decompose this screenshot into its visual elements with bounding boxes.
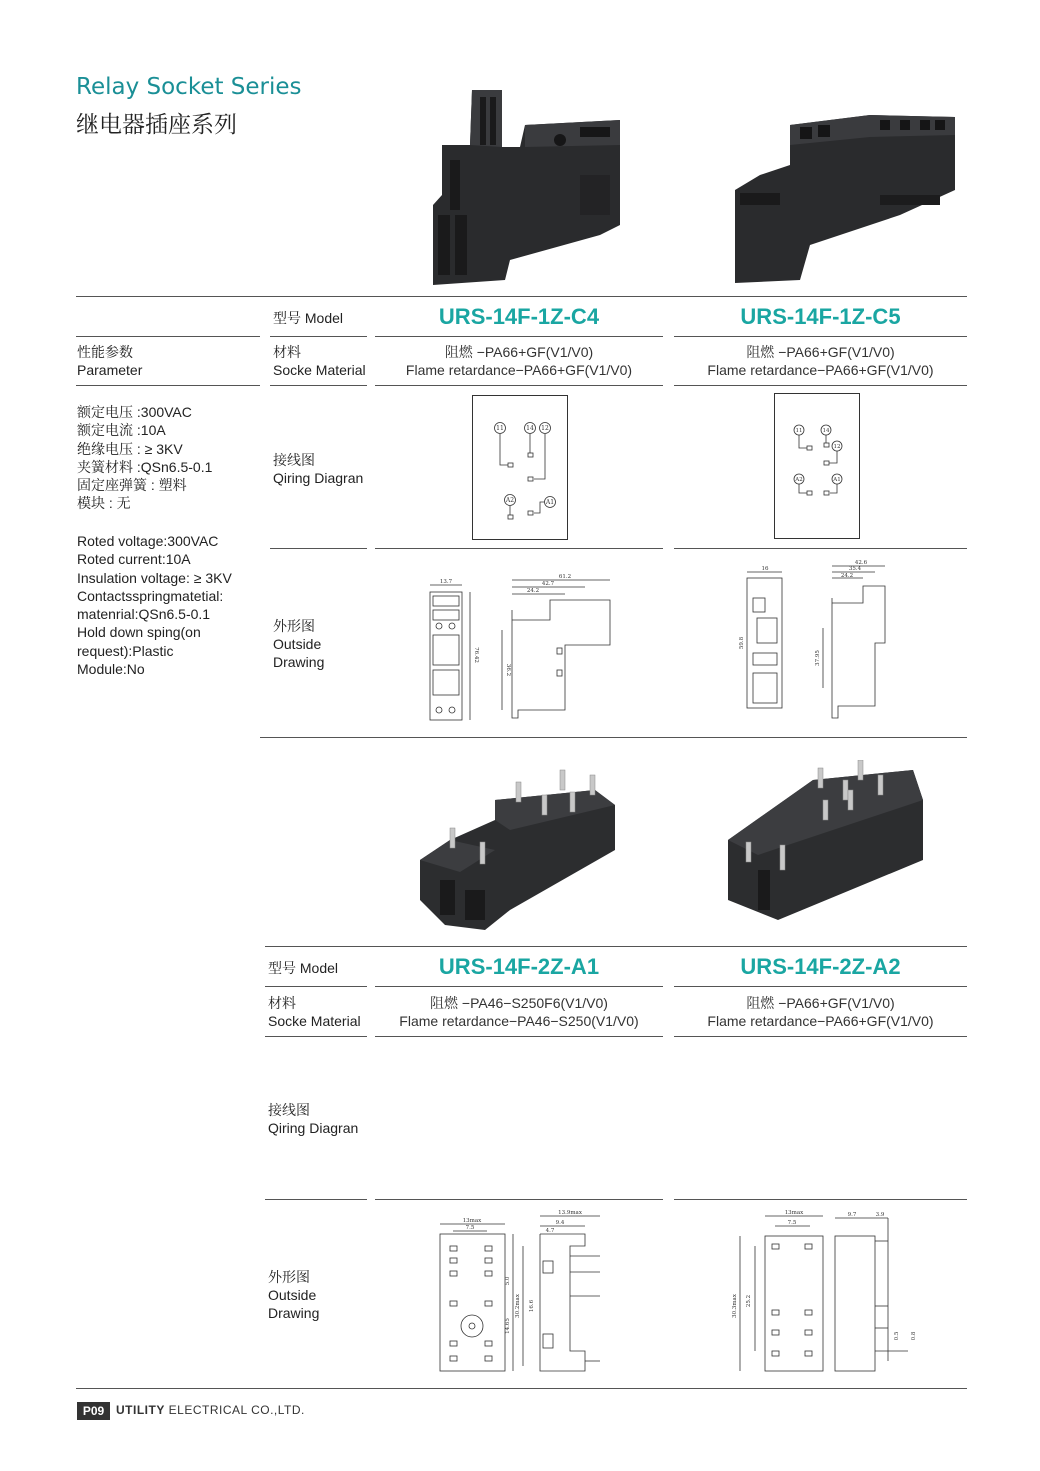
svg-text:A2: A2: [795, 477, 803, 483]
divider: [265, 946, 967, 947]
page-number: P09: [77, 1402, 110, 1420]
svg-text:14.65: 14.65: [505, 1318, 511, 1334]
outside-drawing-c4: [415, 560, 620, 730]
svg-text:35.4: 35.4: [848, 566, 862, 572]
svg-text:16: 16: [761, 566, 769, 572]
divider: [674, 548, 967, 549]
svg-text:A2: A2: [505, 497, 515, 504]
svg-text:9.7: 9.7: [847, 1212, 857, 1218]
divider: [674, 986, 967, 987]
svg-text:42.6: 42.6: [854, 560, 868, 566]
product-photo-a2: [728, 760, 928, 925]
svg-text:14: 14: [822, 428, 830, 434]
svg-text:59.8: 59.8: [739, 636, 745, 650]
svg-text:30.3max: 30.3max: [732, 1294, 738, 1318]
divider: [270, 336, 367, 337]
material-c5: 阻燃 −PA66+GF(V1/V0) Flame retardance−PA66+GF(V1/V0): [707, 344, 934, 378]
divider: [260, 737, 967, 738]
divider: [76, 385, 260, 386]
divider: [76, 336, 260, 337]
svg-text:12: 12: [541, 425, 549, 432]
svg-text:3.9: 3.9: [875, 1212, 885, 1218]
wiring-diagram-c5: [774, 393, 860, 539]
svg-text:24.2: 24.2: [840, 573, 854, 579]
svg-text:30.2max: 30.2max: [515, 1294, 521, 1318]
material-label: 材料 Socke Material: [273, 344, 366, 378]
divider: [375, 548, 663, 549]
divider: [375, 1199, 663, 1200]
divider: [674, 336, 967, 337]
svg-text:61.2: 61.2: [558, 574, 572, 580]
svg-text:12: 12: [833, 444, 841, 450]
model-name-c5: URS-14F-1Z-C5: [740, 304, 901, 329]
divider: [674, 385, 967, 386]
outside-drawing-a2: [730, 1206, 930, 1376]
svg-text:42.7: 42.7: [541, 581, 555, 587]
svg-text:0.8: 0.8: [911, 1331, 917, 1341]
product-photo-c4: [430, 85, 630, 285]
page-title-en: Relay Socket Series: [76, 74, 302, 100]
material-label: 材料 Socke Material: [268, 995, 361, 1029]
divider: [375, 986, 663, 987]
model-label: 型号 Model: [273, 310, 344, 326]
product-photo-a1: [420, 760, 620, 940]
divider: [375, 1036, 663, 1037]
svg-text:11: 11: [496, 425, 504, 432]
svg-text:76.42: 76.42: [473, 647, 479, 663]
svg-text:25.2: 25.2: [746, 1294, 752, 1308]
svg-text:24.2: 24.2: [526, 588, 540, 594]
model-name-a1: URS-14F-2Z-A1: [438, 954, 600, 979]
divider: [265, 1036, 367, 1037]
svg-text:4.7: 4.7: [545, 1228, 555, 1234]
divider: [674, 1036, 967, 1037]
page-title-cn: 继电器插座系列: [76, 112, 237, 138]
svg-text:A1: A1: [833, 477, 841, 483]
wiring-diagram-c4: [472, 395, 568, 540]
divider: [76, 296, 967, 297]
svg-text:11: 11: [795, 428, 803, 434]
parameters-cn: 额定电压 :300VAC 额定电流 :10A 绝缘电压 : ≥ 3KV 夹簧材料 :QSn6.5-0.1 固定座弹簧 : 塑料 模块 : 无: [77, 404, 213, 512]
divider: [270, 385, 367, 386]
svg-text:13.9max: 13.9max: [558, 1210, 582, 1216]
svg-text:16.6: 16.6: [529, 1299, 535, 1313]
svg-text:14: 14: [526, 425, 534, 432]
divider: [265, 986, 367, 987]
wiring-label: 接线图 Qiring Diagran: [268, 1102, 359, 1136]
divider: [375, 385, 663, 386]
parameters-en: Roted voltage:300VAC Roted current:10A Insulation voltage: ≥ 3KV Contactsspringmatetial: matenrial:QSn6.5-0.1 Hold down sping(on request):Plastic Module:No: [77, 533, 232, 678]
outside-drawing-a1: [435, 1206, 615, 1376]
divider: [76, 1388, 967, 1389]
product-photo-c5: [730, 105, 960, 285]
wiring-label: 接线图 Qiring Diagran: [273, 452, 364, 486]
model-name-a2: URS-14F-2Z-A2: [740, 954, 901, 979]
svg-text:13max: 13max: [784, 1210, 804, 1216]
svg-text:9.4: 9.4: [555, 1220, 565, 1226]
svg-text:A1: A1: [545, 499, 555, 506]
outside-drawing-label: 外形图 Outside Drawing: [268, 1269, 320, 1321]
divider: [270, 548, 367, 549]
svg-text:13max: 13max: [462, 1218, 482, 1224]
svg-text:0.5: 0.5: [894, 1331, 900, 1341]
svg-text:7.5: 7.5: [787, 1220, 797, 1226]
divider: [265, 1199, 367, 1200]
model-name-c4: URS-14F-1Z-C4: [438, 304, 600, 329]
svg-text:37.95: 37.95: [815, 650, 821, 666]
material-a1: 阻燃 −PA46−S250F6(V1/V0) Flame retardance−PA46−S250(V1/V0): [399, 995, 639, 1029]
svg-text:7.5: 7.5: [465, 1225, 475, 1231]
svg-text:13.7: 13.7: [439, 579, 453, 585]
material-c4: 阻燃 −PA66+GF(V1/V0) Flame retardance−PA66+GF(V1/V0): [405, 344, 633, 378]
outside-drawing-c5: [735, 558, 895, 728]
parameter-heading: 性能参数 Parameter: [77, 344, 143, 378]
divider: [375, 336, 663, 337]
svg-text:36.2: 36.2: [505, 663, 511, 677]
svg-text:5.0: 5.0: [505, 1276, 511, 1286]
material-a2: 阻燃 −PA66+GF(V1/V0) Flame retardance−PA66+GF(V1/V0): [707, 995, 934, 1029]
company-name: UTILITY ELECTRICAL CO.,LTD.: [116, 1403, 305, 1417]
model-label: 型号 Model: [268, 960, 339, 976]
divider: [674, 1199, 967, 1200]
outside-drawing-label: 外形图 Outside Drawing: [273, 618, 325, 670]
